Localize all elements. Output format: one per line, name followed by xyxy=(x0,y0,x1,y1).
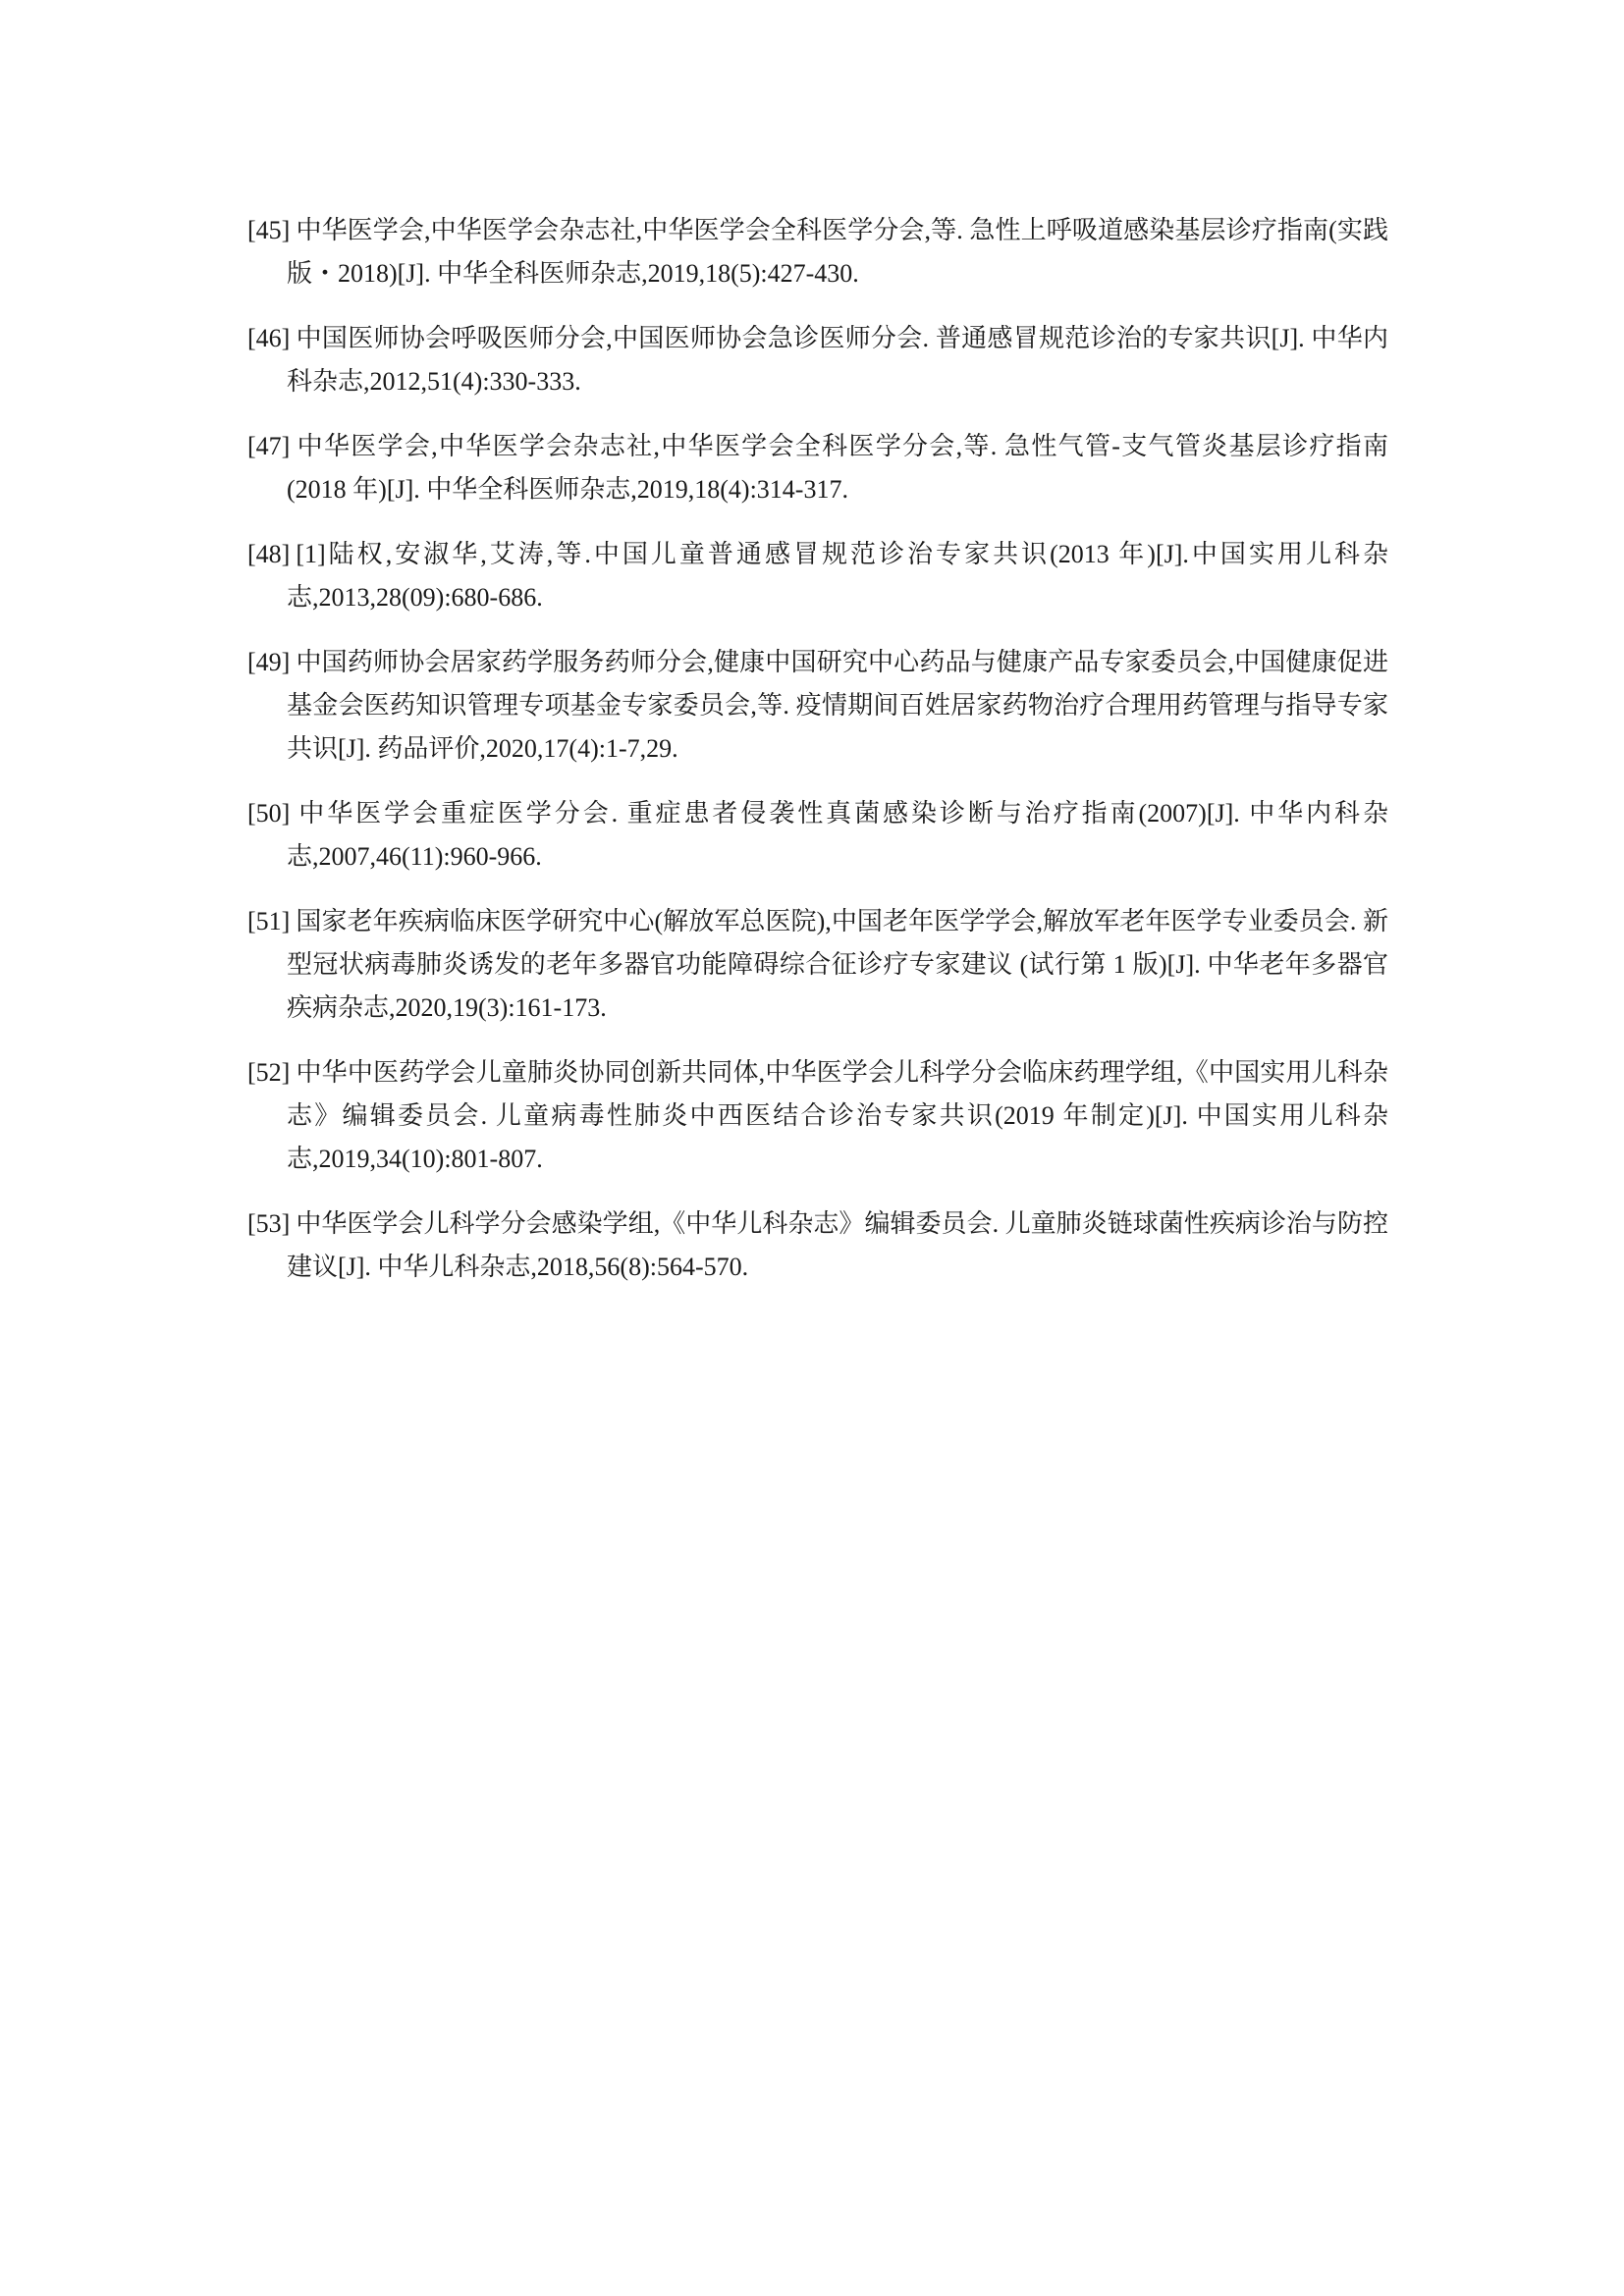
reference-item xyxy=(247,792,1388,879)
reference-text: 中国医师协会呼吸医师分会,中国医师协会急诊医师分会. 普通感冒规范诊治的专家共识[J]. 中华内科杂志,2012,51(4):330-333. xyxy=(287,324,1388,396)
reference-item xyxy=(247,533,1388,619)
reference-number: [52] xyxy=(247,1058,291,1087)
reference-number: [48] xyxy=(247,540,291,568)
reference-number: [51] xyxy=(247,907,291,935)
reference-text: 中华医学会儿科学分会感染学组,《中华儿科杂志》编辑委员会. 儿童肺炎链球菌性疾病诊治与防控建议[J]. 中华儿科杂志,2018,56(8):564-570. xyxy=(287,1209,1388,1281)
reference-text: 国家老年疾病临床医学研究中心(解放军总医院),中国老年医学学会,解放军老年医学专业委员会. 新型冠状病毒肺炎诱发的老年多器官功能障碍综合征诊疗专家建议 (试行第 1 版)[J]. 中华老年多器官疾病杂志,2020,19(3):161-173. xyxy=(287,907,1388,1022)
reference-number: [45] xyxy=(247,216,291,244)
reference-item xyxy=(247,317,1388,403)
reference-list xyxy=(247,209,1388,1310)
reference-text: 中华中医药学会儿童肺炎协同创新共同体,中华医学会儿科学分会临床药理学组,《中国实用儿科杂志》编辑委员会. 儿童病毒性肺炎中西医结合诊治专家共识(2019 年制定)[J]. 中国实用儿科杂志,2019,34(10):801-807. xyxy=(287,1058,1388,1173)
reference-item xyxy=(247,425,1388,511)
reference-text: 中华医学会,中华医学会杂志社,中华医学会全科医学分会,等. 急性气管-支气管炎基层诊疗指南(2018 年)[J]. 中华全科医师杂志,2019,18(4):314-317. xyxy=(287,432,1388,504)
reference-number: [46] xyxy=(247,324,291,352)
reference-text: 中华医学会重症医学分会. 重症患者侵袭性真菌感染诊断与治疗指南(2007)[J]. 中华内科杂志,2007,46(11):960-966. xyxy=(287,799,1388,871)
reference-number: [53] xyxy=(247,1209,291,1238)
reference-text: [1]陆权,安淑华,艾涛,等.中国儿童普通感冒规范诊治专家共识(2013 年)[J].中国实用儿科杂志,2013,28(09):680-686. xyxy=(287,540,1388,612)
reference-item xyxy=(247,1202,1388,1289)
reference-item xyxy=(247,641,1388,771)
reference-text: 中华医学会,中华医学会杂志社,中华医学会全科医学分会,等. 急性上呼吸道感染基层诊疗指南(实践版・2018)[J]. 中华全科医师杂志,2019,18(5):427-430. xyxy=(287,216,1388,288)
reference-number: [47] xyxy=(247,432,291,460)
reference-item xyxy=(247,1051,1388,1181)
reference-text: 中国药师协会居家药学服务药师分会,健康中国研究中心药品与健康产品专家委员会,中国健康促进基金会医药知识管理专项基金专家委员会,等. 疫情期间百姓居家药物治疗合理用药管理与指导专家共识[J]. 药品评价,2020,17(4):1-7,29. xyxy=(287,648,1388,763)
reference-item xyxy=(247,900,1388,1030)
reference-item xyxy=(247,209,1388,295)
reference-number: [50] xyxy=(247,799,291,828)
reference-number: [49] xyxy=(247,648,291,676)
